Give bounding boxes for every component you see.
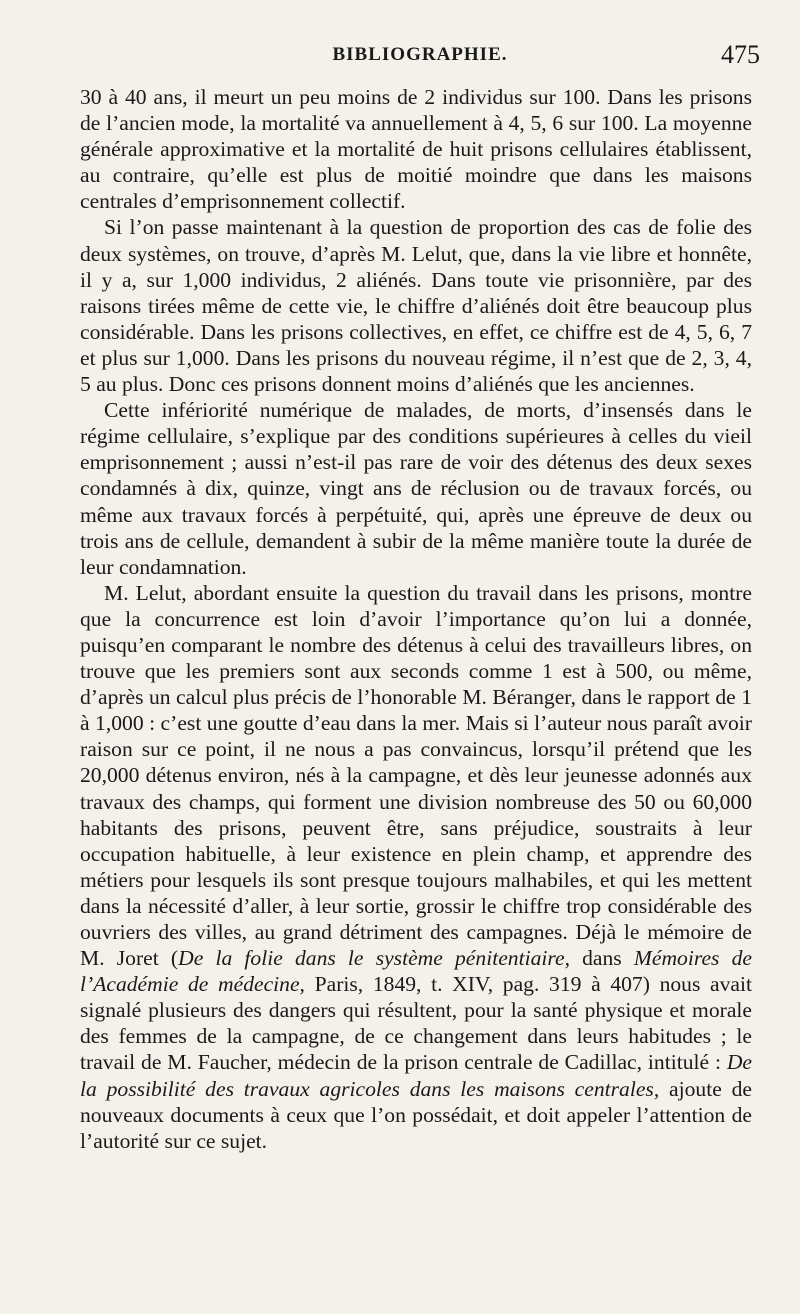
page-number: 475 — [721, 40, 760, 69]
text-run: Si l’on passe maintenant à la question de proportion des cas de folie des deux systèmes, on trouve, d’après M. Lelut, que, dans la vie libre et honnête, il y a, sur 1,000 individus, 2 aliénés. Dans toute vie prisonnière, par des raisons tirées même de cette vie, le chiffre d’aliénés doit être beaucoup plus considérable. Dans les prisons collectives, en effet, ce chiffre est de 4, 5, 6, 7 et plus sur 1,000. Dans les prisons du nouveau régime, il n’est que de 2, 3, 4, 5 au plus. Donc ces prisons donnent moins d’aliénés que les anciennes. — [80, 215, 752, 397]
journal-title-italic: Mémoires de l’Académie de médecine — [80, 946, 752, 997]
paragraph — [80, 580, 752, 1154]
text-run: , Paris, 1849, t. XIV, pag. 319 à 407) nous avait signalé plusieurs des dangers qui résultent, pour la santé physique et morale des femmes de la campagne, de ce changement dans leurs habitudes ; le travail de M. Faucher, médecin de la prison centrale de Cadillac, intitulé : — [80, 972, 752, 1075]
paragraph — [80, 397, 752, 580]
paragraph — [80, 84, 752, 214]
text-run: M. Lelut, abordant ensuite la question du travail dans les prisons, montre que la concurrence est loin d’avoir l’importance qu’on lui a donnée, puisqu’en comparant le nombre des détenus à celui des travailleurs libres, on trouve que les premiers sont aux seconds comme 1 est à 500, ou même, d’après un calcul plus précis de l’honorable M. Béranger, dans le rapport de 1 à 1,000 : c’est une goutte d’eau dans la mer. Mais si l’auteur nous paraît avoir raison sur ce point, il ne nous a pas convaincus, lorsqu’il prétend que les 20,000 détenus environ, nés à la campagne, et dès leur jeunesse adonnés aux travaux des champs, qui forment une division nombreuse des 50 ou 60,000 habitants des prisons, peuvent être, sans préjudice, soustraits à leur occupation habituelle, à leur existence en plein champ, et apprendre des métiers pour lesquels ils sont presque toujours malhabiles, et qui les mettent dans la nécessité d’aller, à leur sortie, grossir le chiffre trop considérable des ouvriers des villes, au grand détriment des campagnes. Déjà le mémoire de M. Joret ( — [80, 580, 752, 971]
text-run: 30 à 40 ans, il meurt un peu moins de 2 individus sur 100. Dans les prisons de l’ancien mode, la mortalité va annuellement à 4, 5, 6 sur 100. La moyenne générale approximative et la mortalité de huit prisons cellulaires établissent, au contraire, qu’elle est plus de moitié moindre que dans les maisons centrales d’emprisonnement collectif. — [80, 85, 752, 214]
running-title: BIBLIOGRAPHIE. — [332, 44, 508, 65]
work-title-italic: De la possibilité des travaux agricoles dans les maisons centrales — [80, 1050, 752, 1101]
text-run: , ajoute de nouveaux documents à ceux que l’on possédait, et doit appeler l’attention de l’autorité sur ce sujet. — [80, 1076, 752, 1153]
body-text — [80, 84, 752, 1154]
book-title-italic: De la folie dans le système pénitentiaire — [178, 946, 565, 971]
running-head — [80, 40, 760, 72]
text-run: Cette infériorité numérique de malades, de morts, d’insensés dans le régime cellulaire, s’explique par des conditions supérieures à celles du vieil emprisonnement ; aussi n’est-il pas rare de voir des détenus des deux sexes condamnés à dix, quinze, vingt ans de réclusion ou de travaux forcés, ou même aux travaux forcés à perpétuité, qui, après une épreuve de deux ou trois ans de cellule, demandent à subir de la même manière toute la durée de leur condamnation. — [80, 398, 752, 579]
paragraph — [80, 214, 752, 397]
text-run: , dans — [564, 946, 634, 971]
